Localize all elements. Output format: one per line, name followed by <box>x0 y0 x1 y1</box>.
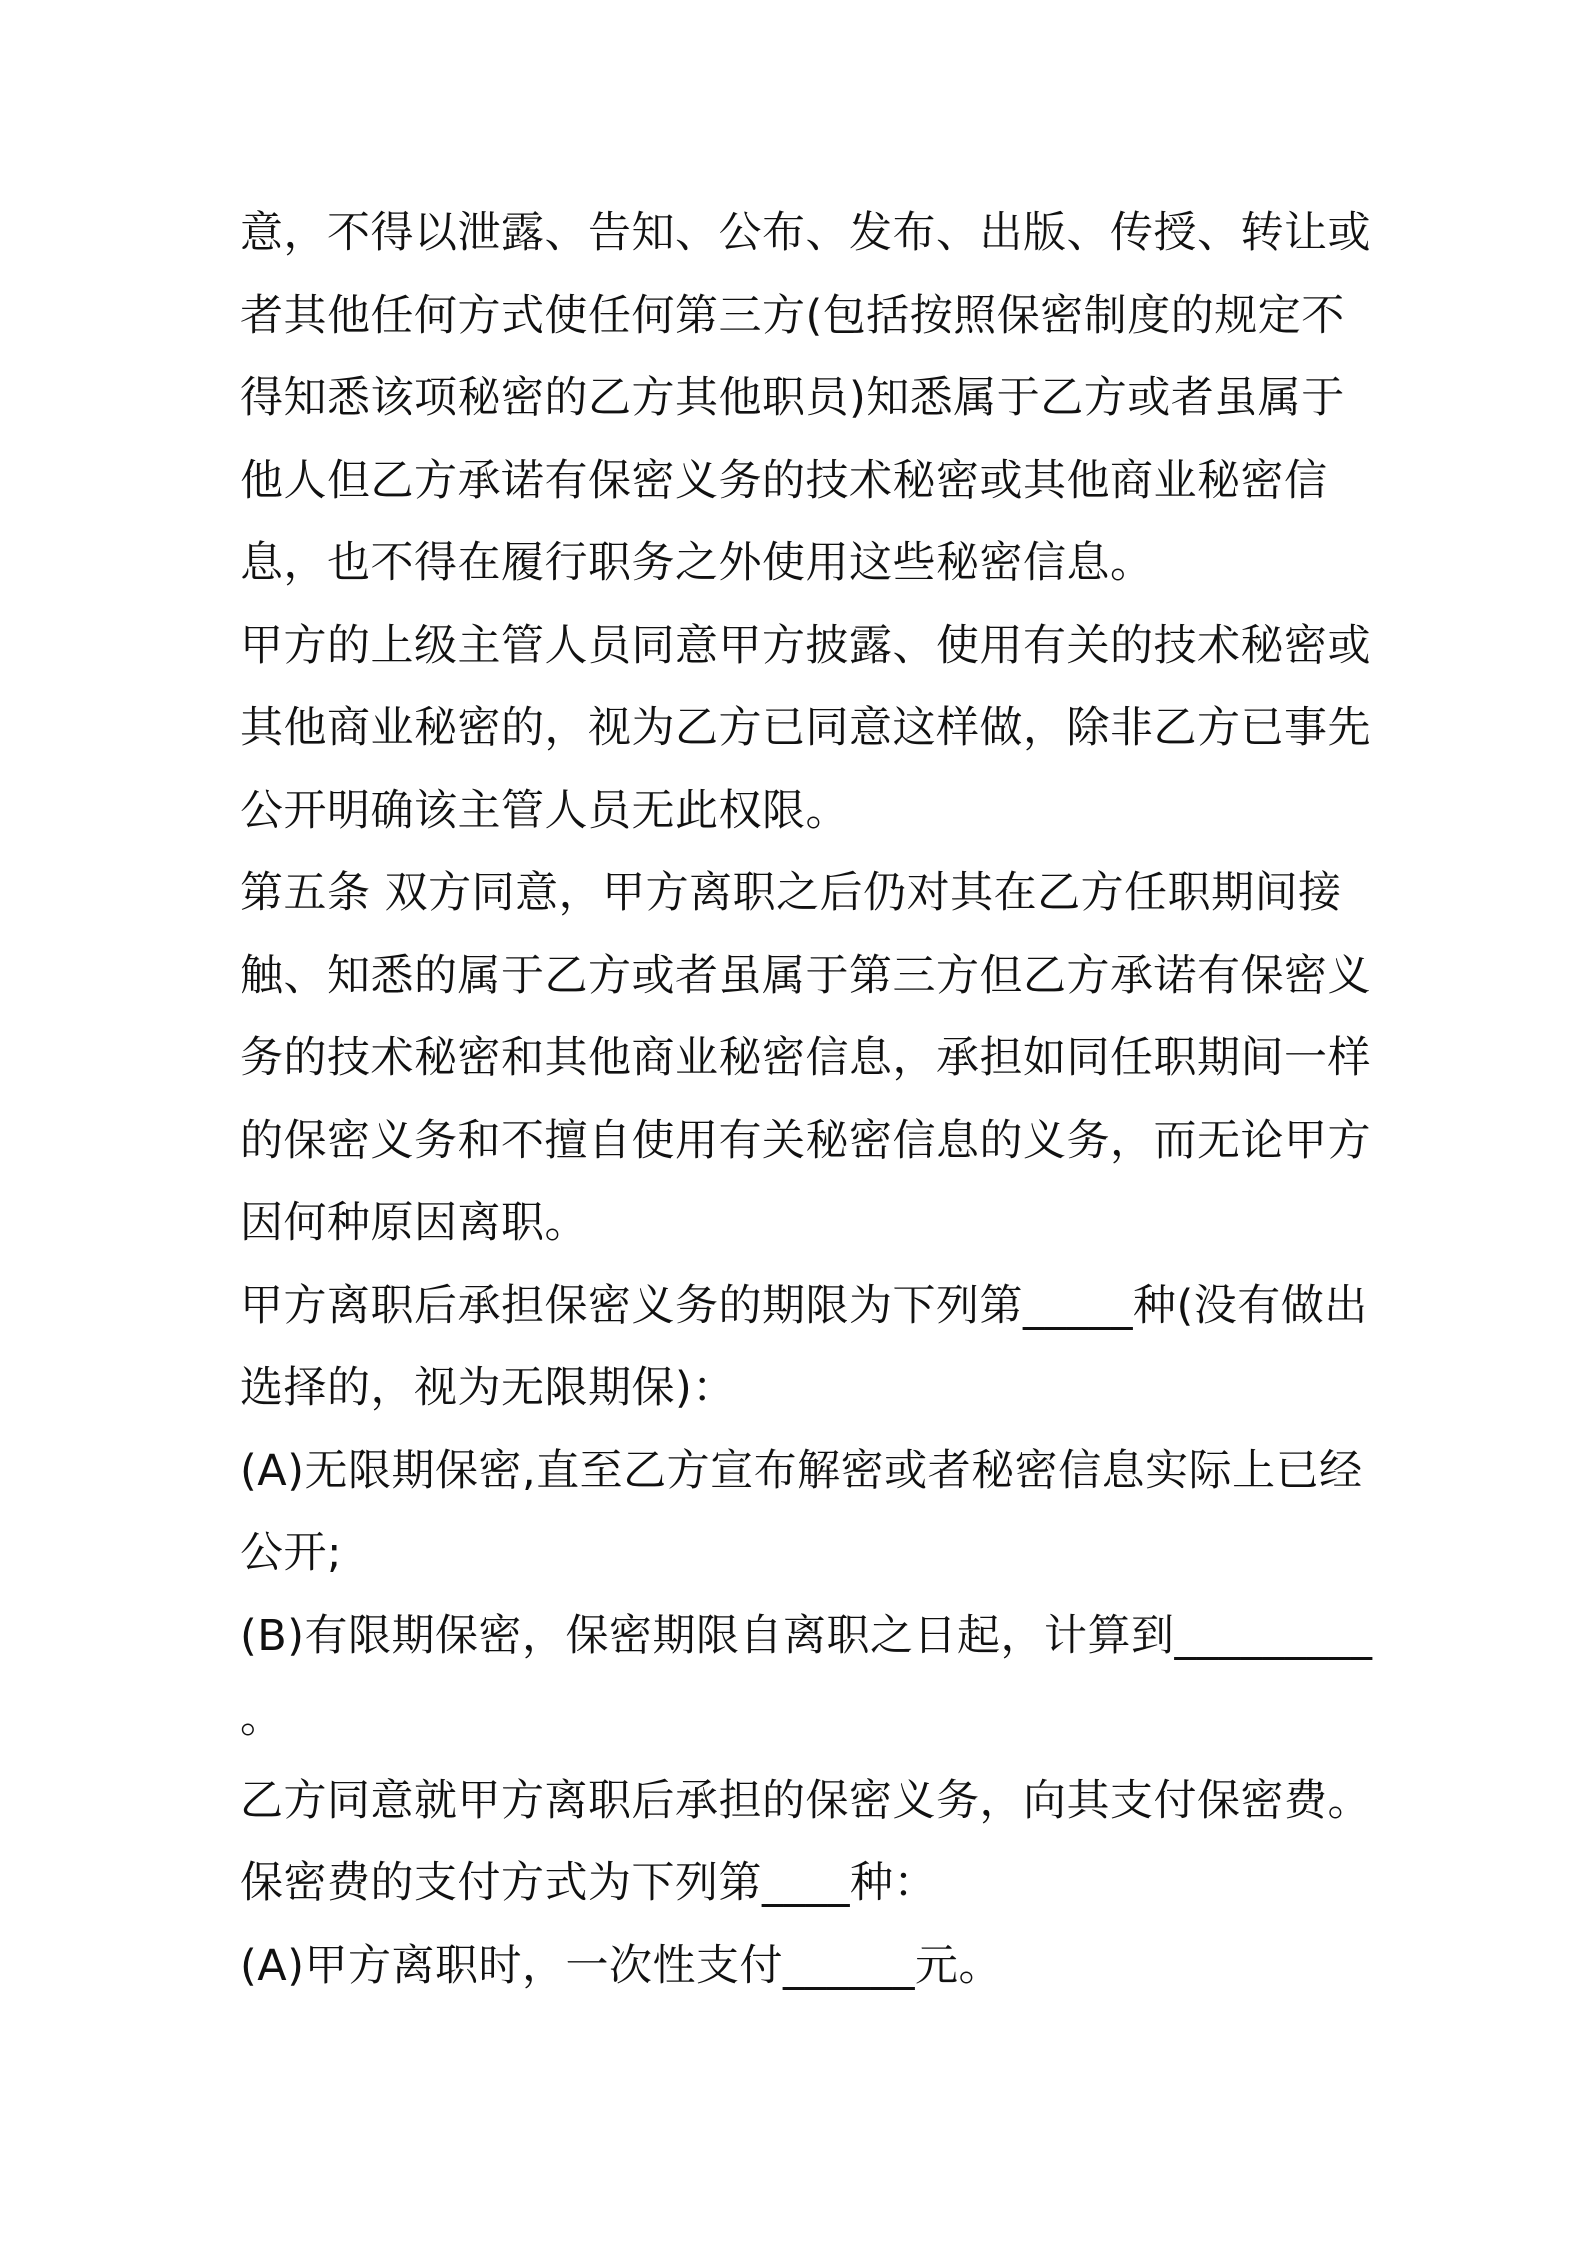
text-line: 他人但乙方承诺有保密义务的技术秘密或其他商业秘密信 <box>240 455 1328 506</box>
text-line: 甲方的上级主管人员同意甲方披露、使用有关的技术秘密或 <box>240 620 1371 671</box>
text-line: 务的技术秘密和其他商业秘密信息，承担如同任职期间一样 <box>240 1033 1371 1083</box>
text-line: 公开明确该主管人员无此权限。 <box>240 785 849 836</box>
text-line: 触、知悉的属于乙方或者虽属于第三方但乙方承诺有保密义 <box>240 950 1371 1001</box>
text-line: 公开; <box>240 1528 342 1578</box>
text-line: 因何种原因离职。 <box>240 1198 588 1248</box>
text-line: 得知悉该项秘密的乙方其他职员)知悉属于乙方或者虽属于 <box>240 373 1345 423</box>
text-line: 息，也不得在履行职务之外使用这些秘密信息。 <box>240 538 1154 588</box>
article-five-line: 第五条 双方同意，甲方离职之后仍对其在乙方任职期间接 <box>240 868 1342 918</box>
payment-option-a-line: (A)甲方离职时，一次性支付______元。 <box>240 1940 1002 1991</box>
text-line: 乙方同意就甲方离职后承担的保密义务，向其支付保密费。 <box>240 1775 1371 1826</box>
text-line: 选择的，视为无限期保)： <box>240 1363 736 1413</box>
text-line: 其他商业秘密的，视为乙方已同意这样做，除非乙方已事先 <box>240 703 1371 753</box>
text-line: 的保密义务和不擅自使用有关秘密信息的义务，而无论甲方 <box>240 1115 1371 1166</box>
option-a-line: (A)无限期保密,直至乙方宣布解密或者秘密信息实际上已经 <box>240 1445 1363 1496</box>
text-line: 保密费的支付方式为下列第____种： <box>240 1858 937 1908</box>
text-line: 者其他任何方式使任何第三方(包括按照保密制度的规定不 <box>240 290 1345 341</box>
option-b-line: (B)有限期保密，保密期限自离职之日起，计算到_________ <box>240 1610 1373 1661</box>
text-line: 甲方离职后承担保密义务的期限为下列第_____种(没有做出 <box>240 1280 1368 1331</box>
document-body <box>240 192 1373 2007</box>
text-line: 。 <box>240 1693 284 1743</box>
text-line: 意，不得以泄露、告知、公布、发布、出版、传授、转让或 <box>240 208 1371 258</box>
